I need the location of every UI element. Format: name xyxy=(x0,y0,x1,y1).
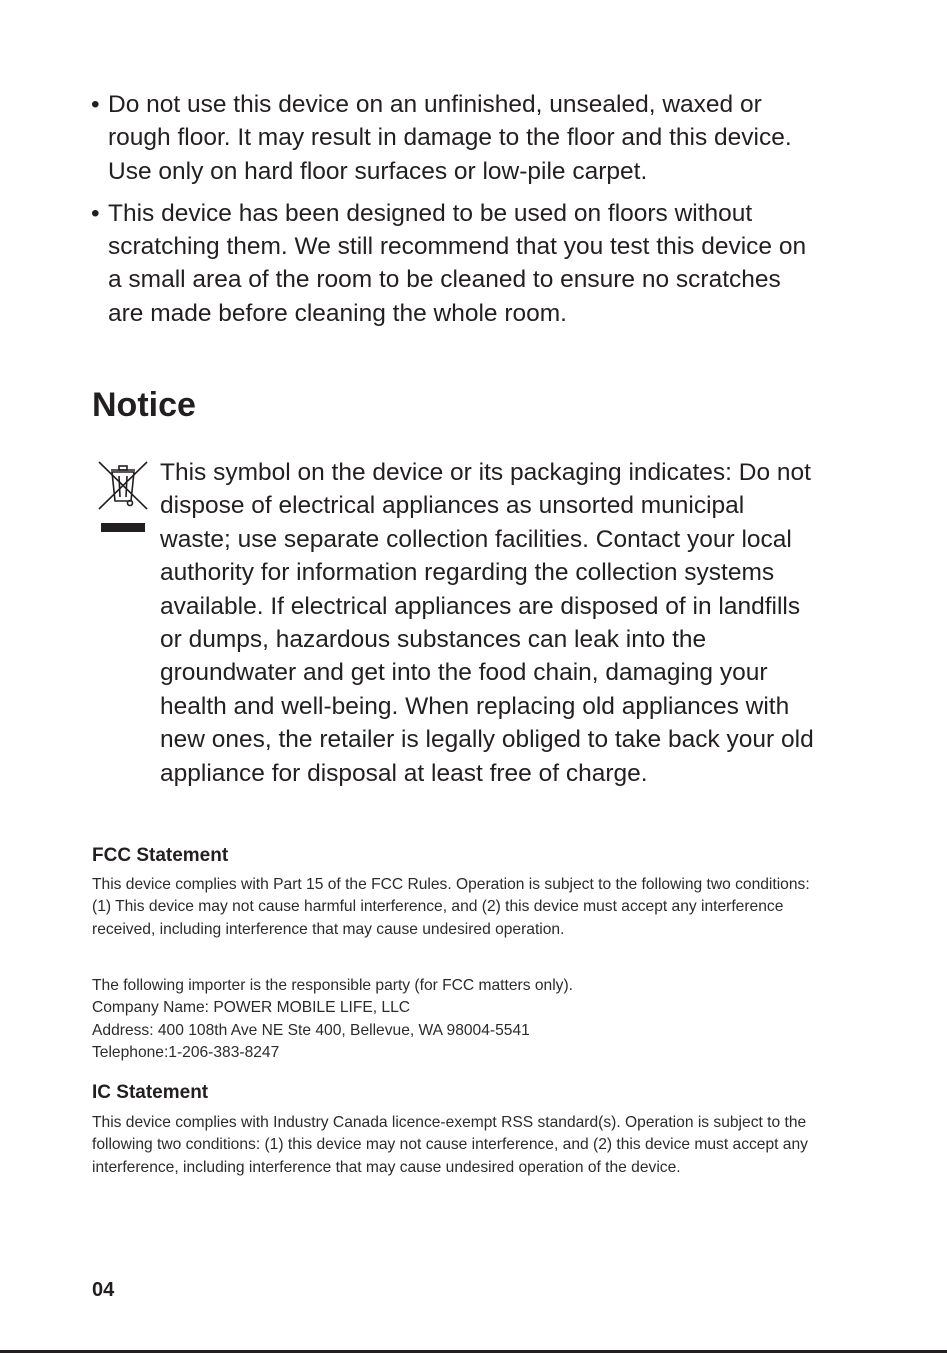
ic-statement-paragraph: This device complies with Industry Canada licence-exempt RSS standard(s). Operation is subject to the following two conditions: (1) this device may not cause interference, and (2) this device must accept any interference, including interference that may cause undesired operation of the device. xyxy=(92,1114,808,1176)
crossed-out-wheelie-bin-icon xyxy=(97,460,149,536)
fcc-statement-paragraph: This device complies with Part 15 of the FCC Rules. Operation is subject to the following two conditions: (1) This device may not cause harmful interference, and (2) this device must accept any interference received, including interference that may cause undesired operation. xyxy=(92,876,810,938)
page-number: 04 xyxy=(92,1279,115,1301)
bullet-item xyxy=(91,88,811,188)
notice-body-text: This symbol on the device or its packaging indicates: Do not dispose of electrical appliances as unsorted municipal waste; use separate collection facilities. Contact your local authority for information regarding the collection systems available. If electrical appliances are disposed of in landfills or dumps, hazardous substances can leak into the groundwater and get into the food chain, damaging your health and well-being. When replacing old appliances with new ones, the retailer is legally obliged to take back your old appliance for disposal at least free of charge. xyxy=(160,459,814,787)
bullet-marker: • xyxy=(91,91,100,118)
bullet-item xyxy=(91,197,811,330)
bullet-text: Do not use this device on an unfinished, unsealed, waxed or rough floor. It may result in damage to the floor and this device. Use only on hard floor surfaces or low-pile carpet. xyxy=(108,91,792,185)
company-name: Company Name: POWER MOBILE LIFE, LLC xyxy=(92,999,411,1017)
company-address: Address: 400 108th Ave NE Ste 400, Bellevue, WA 98004-5541 xyxy=(92,1021,530,1039)
ic-statement-title: IC Statement xyxy=(92,1082,209,1103)
fcc-importer-block xyxy=(92,975,812,1064)
bullet-marker: • xyxy=(91,199,100,227)
importer-line: The following importer is the responsible party (for FCC matters only). xyxy=(92,977,573,994)
company-telephone: Telephone:1-206-383-8247 xyxy=(92,1043,280,1061)
bullet-text: This device has been designed to be used on floors without scratching them. We still recommend that you test this device on a small area of the room to be cleaned to ensure no scratches are made before cleaning the whole room. xyxy=(108,199,807,327)
safety-bullet-list xyxy=(91,88,811,339)
notice-heading: Notice xyxy=(92,386,196,424)
fcc-statement-title: FCC Statement xyxy=(92,845,229,866)
